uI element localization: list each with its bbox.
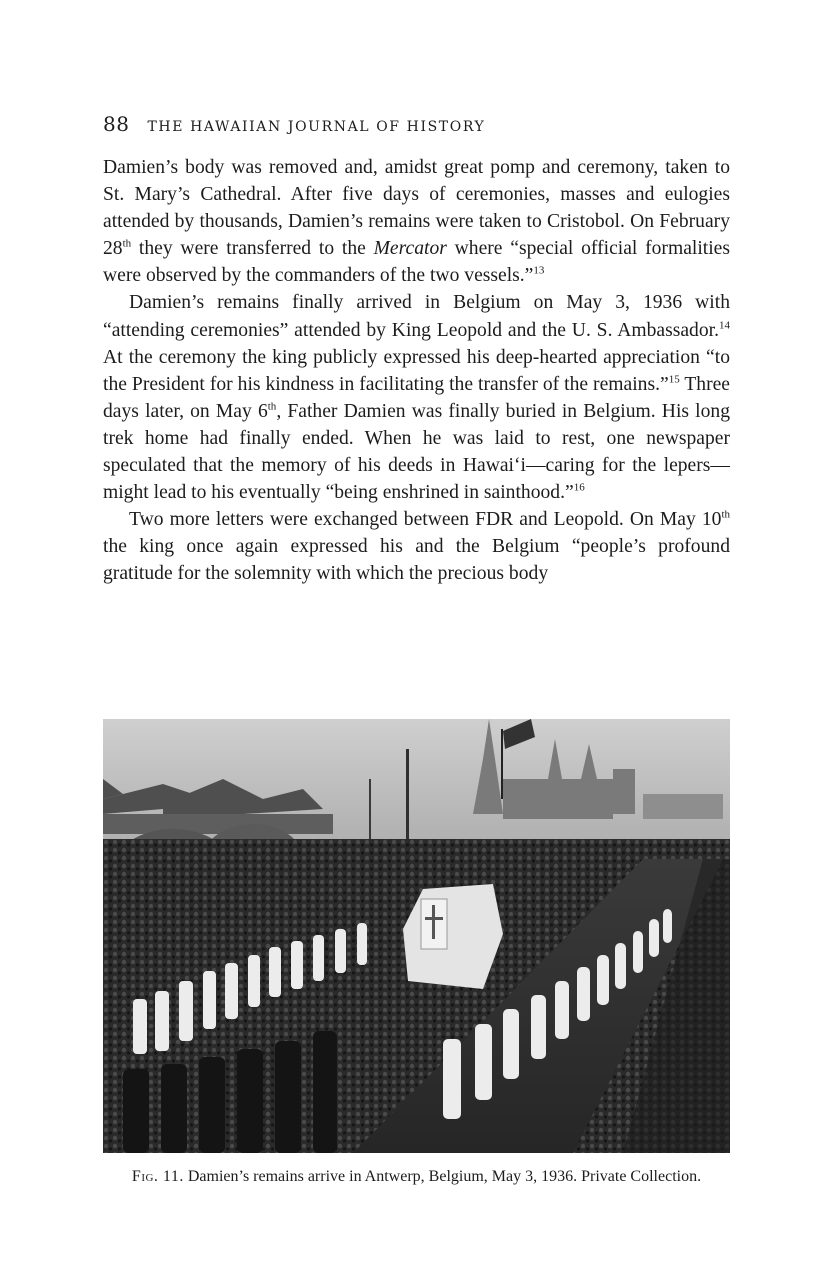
p1-text-c: where “special official formalities were observed by the commanders of the two vessels.”	[103, 238, 730, 287]
footnote-marker: 14	[719, 319, 730, 332]
procession-photograph	[103, 719, 730, 1153]
figure-caption	[103, 1168, 730, 1186]
paragraph-2	[103, 289, 730, 506]
p1-text-b: they were transferred to the	[131, 238, 374, 260]
article-body	[103, 154, 730, 588]
p3-text-b: the king once again expressed his and the Belgium “people’s profound gratitude for the solemnity with which the precious body	[103, 536, 730, 585]
p2-text-a: Damien’s remains finally arrived in Belgium on May 3, 1936 with “attending ceremonies” attended by King Leopold and the U. S. Ambassador.	[103, 292, 730, 341]
p1-text-a: Damien’s body was removed and, amidst great pomp and ceremony, taken to St. Mary’s Cathedral. After five days of ceremonies, masses and eulogies attended by thousands, Damien’s remains were taken to Cristobol. On February 28	[103, 157, 730, 260]
journal-title: THE HAWAIIAN JOURNAL OF HISTORY	[147, 119, 486, 135]
paragraph-3	[103, 506, 730, 587]
running-head	[103, 112, 485, 136]
footnote-marker: 13	[533, 264, 545, 277]
page-number: 88	[103, 112, 130, 136]
ordinal-suffix: th	[721, 508, 730, 521]
p2-text-c: Three days later, on May 6	[103, 373, 730, 422]
p2-text-b: At the ceremony the king publicly expressed his deep-hearted appreciation “to the President for his kindness in facilitating the transfer of the remains.”	[103, 346, 730, 395]
ordinal-suffix: th	[267, 400, 277, 413]
ordinal-suffix: th	[122, 237, 132, 250]
p3-text-a: Two more letters were exchanged between FDR and Leopold. On May 10	[129, 509, 722, 531]
footnote-marker: 15	[668, 373, 680, 386]
paragraph-1	[103, 154, 730, 289]
figure-label: Fig. 11.	[131, 1168, 184, 1185]
footnote-marker: 16	[573, 481, 585, 494]
figure-caption-text: Damien’s remains arrive in Antwerp, Belgium, May 3, 1936. Private Collection.	[183, 1168, 702, 1185]
p2-text-d: , Father Damien was finally buried in Belgium. His long trek home had finally ended. When he was laid to rest, one newspaper speculated that the memory of his deeds in Hawai‘i—caring for the lepers—might lead to his eventually “being enshrined in sainthood.”	[103, 400, 730, 504]
ship-name: Mercator	[373, 238, 447, 260]
